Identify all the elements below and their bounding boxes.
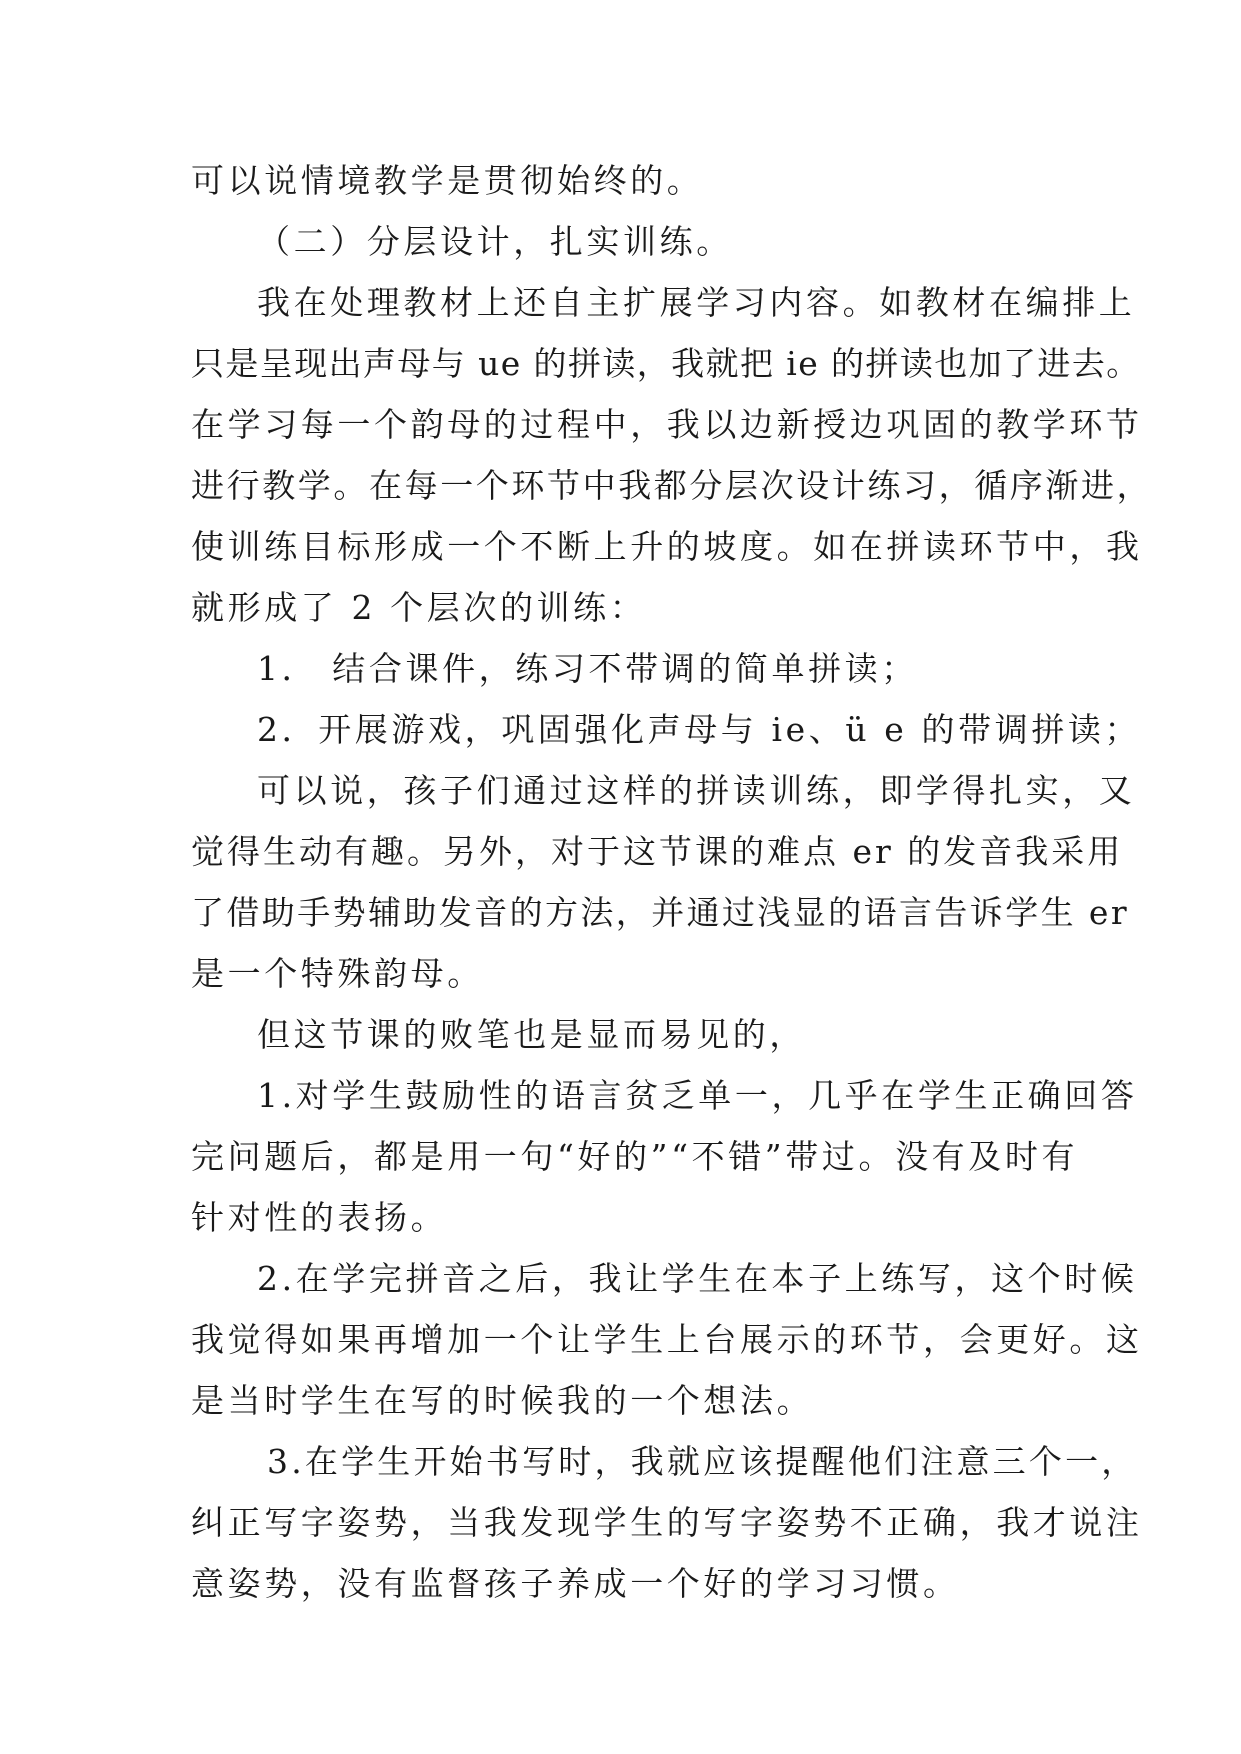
paragraph-start: 1.对学生鼓励性的语言贫乏单一，几乎在学生正确回答	[257, 1076, 1138, 1115]
text-line: 了借助手势辅助发音的方法，并通过浅显的语言告诉学生 er	[191, 893, 1129, 932]
text-line: 进行教学。在每一个环节中我都分层次设计练习，循序渐进，	[191, 466, 1153, 505]
paragraph-start: 可以说，孩子们通过这样的拼读训练，即学得扎实，又	[257, 771, 1136, 810]
paragraph-start: 我在处理教材上还自主扩展学习内容。如教材在编排上	[257, 283, 1136, 322]
text-line: 纠正写字姿势，当我发现学生的写字姿势不正确，我才说注	[191, 1503, 1143, 1542]
text-line: 只是呈现出声母与 ue 的拼读，我就把 ie 的拼读也加了进去。	[191, 344, 1141, 383]
paragraph-start: 2.在学完拼音之后，我让学生在本子上练写，这个时候	[257, 1259, 1138, 1298]
document-page	[191, 150, 1153, 1614]
section-heading: （二）分层设计，扎实训练。	[257, 222, 733, 261]
text-line: 我觉得如果再增加一个让学生上台展示的环节，会更好。这	[191, 1320, 1143, 1359]
text-line: 是一个特殊韵母。	[191, 954, 484, 993]
paragraph-start: 3.在学生开始书写时，我就应该提醒他们注意三个一，	[267, 1442, 1138, 1481]
text-line: 意姿势，没有监督孩子养成一个好的学习习惯。	[191, 1564, 960, 1603]
list-item: 2．开展游戏，巩固强化声母与 ie、ü e 的带调拼读；	[257, 710, 1142, 749]
list-item: 1． 结合课件，练习不带调的简单拼读；	[257, 649, 918, 688]
text-line: 针对性的表扬。	[191, 1198, 448, 1237]
text-line: 觉得生动有趣。另外，对于这节课的难点 er 的发音我采用	[191, 832, 1124, 871]
text-line: 在学习每一个韵母的过程中，我以边新授边巩固的教学环节	[191, 405, 1143, 444]
text-line: 完问题后，都是用一句“好的”“不错”带过。没有及时有	[191, 1137, 1079, 1176]
paragraph-start: 但这节课的败笔也是显而易见的，	[257, 1015, 806, 1054]
text-line: 是当时学生在写的时候我的一个想法。	[191, 1381, 814, 1420]
text-line: 可以说情境教学是贯彻始终的。	[191, 161, 704, 200]
text-line: 使训练目标形成一个不断上升的坡度。如在拼读环节中，我	[191, 527, 1143, 566]
text-line: 就形成了 2 个层次的训练：	[191, 588, 647, 627]
